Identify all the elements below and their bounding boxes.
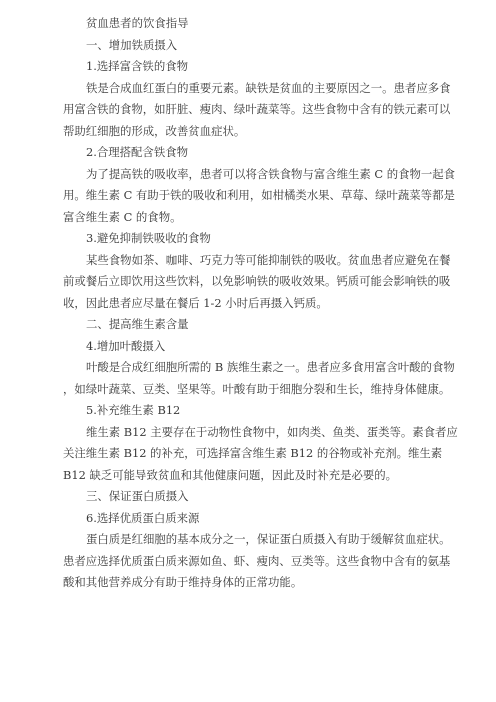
- paragraph-line: 收，因此患者应尽量在餐后 1-2 小时后再摄入钙质。: [63, 295, 328, 310]
- paragraph-line: 帮助红细胞的形成，改善贫血症状。: [63, 123, 246, 138]
- paragraph-line: 用。维生素 C 有助于铁的吸收和利用，如柑橘类水果、草莓、绿叶蔬菜等都是: [63, 188, 455, 202]
- paragraph-line: 蛋白质是红细胞的基本成分之一，保证蛋白质摄入有助于缓解贫血症状。: [86, 532, 451, 546]
- subheading: 1.选择富含铁的食物: [86, 59, 188, 73]
- paragraph-line: 某些食物如茶、咖啡、巧克力等可能抑制铁的吸收。贫血患者应避免在餐: [86, 252, 451, 267]
- paragraph-line: 用富含铁的食物，如肝脏、瘦肉、绿叶蔬菜等。这些食物中含有的铁元素可以: [63, 102, 451, 116]
- paragraph-line: 前或餐后立即饮用这些饮料，以免影响铁的吸收效果。钙质可能会影响铁的吸: [63, 274, 451, 288]
- section-heading: 二、提高维生素含量: [86, 317, 189, 331]
- subheading: 5.补充维生素 B12: [86, 403, 181, 417]
- subheading: 6.选择优质蛋白质来源: [86, 510, 200, 525]
- paragraph-line: 叶酸是合成红细胞所需的 B 族维生素之一。患者应多食用富含叶酸的食物: [86, 360, 455, 374]
- paragraph-line: 酸和其他营养成分有助于维持身体的正常功能。: [63, 575, 303, 589]
- subheading: 2.合理搭配含铁食物: [86, 145, 188, 159]
- paragraph-line: 为了提高铁的吸收率，患者可以将含铁食物与富含维生素 C 的食物一起食: [86, 166, 456, 181]
- paragraph-line: ，如绿叶蔬菜、豆类、坚果等。叶酸有助于细胞分裂和生长，维持身体健康。: [63, 381, 451, 396]
- paragraph-line: 富含维生素 C 的食物。: [63, 209, 182, 224]
- paragraph-line: 铁是合成血红蛋白的重要元素。缺铁是贫血的主要原因之一。患者应多食: [86, 80, 451, 95]
- subheading: 3.避免抑制铁吸收的食物: [86, 231, 211, 245]
- document-title: 贫血患者的饮食指导: [86, 16, 189, 30]
- paragraph-line: 关注维生素 B12 的补充，可选择富含维生素 B12 的谷物或补充剂。维生素: [63, 446, 443, 460]
- section-heading: 三、保证蛋白质摄入: [86, 489, 189, 503]
- paragraph-line: 维生素 B12 主要存在于动物性食物中，如肉类、鱼类、蛋类等。素食者应: [86, 424, 458, 439]
- paragraph-line: 患者应选择优质蛋白质来源如鱼、虾、瘦肉、豆类等。这些食物中含有的氨基: [63, 553, 451, 568]
- document-page: [63, 13, 458, 594]
- subheading: 4.增加叶酸摄入: [86, 338, 166, 353]
- section-heading: 一、增加铁质摄入: [86, 37, 178, 52]
- paragraph-line: B12 缺乏可能导致贫血和其他健康问题，因此及时补充是必要的。: [63, 467, 398, 482]
